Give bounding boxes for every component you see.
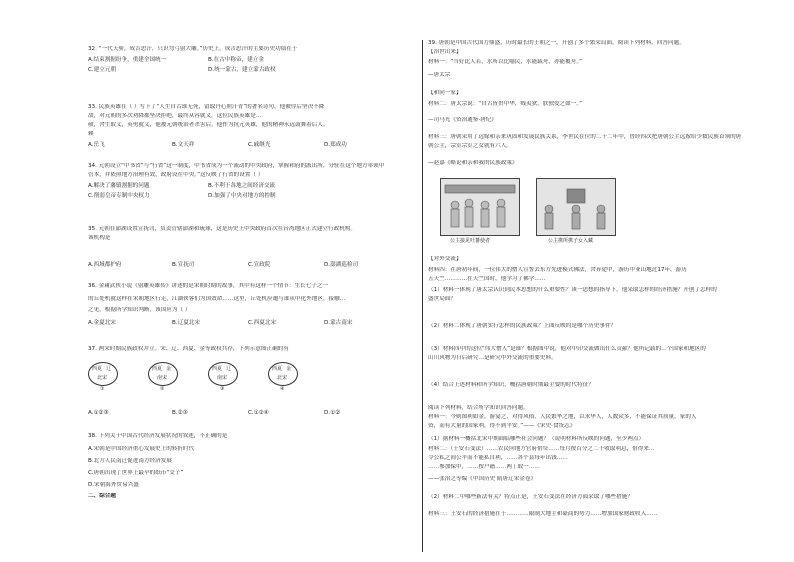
region-label: 北宋 bbox=[97, 375, 108, 381]
q37-option-c: C.①②④ bbox=[248, 410, 269, 416]
region-label: 南宋 bbox=[157, 375, 168, 381]
q36-line1: 36. 金庸武侠小说《射雕英雄传》讲述的是宋朝时期的故事，其中有这样一个情节：生长七子之一 bbox=[88, 283, 329, 289]
q33-line1: 33. 民族英雄在（ ）写下了“人生自古谁无死，留取丹心照汗青”的著名诗句，他被俘后坚决不降 bbox=[88, 104, 325, 110]
region-label: 辽 bbox=[106, 366, 112, 372]
region-label: 西夏 bbox=[272, 366, 283, 372]
q36-option-d: D.蒙古南宋 bbox=[324, 320, 353, 326]
column-divider bbox=[422, 40, 423, 552]
question-b2: （2）材料二中哪些新法有关？特点正是，王安石变法在经济方面采取了哪些措施？ bbox=[428, 494, 633, 500]
q37-option-b: B.②③ bbox=[172, 410, 188, 416]
question-b1: （1）据材料一概括北宋中期面临哪些社会问题？（说明材料所反映的问题，至少两点） bbox=[428, 436, 645, 442]
q34-option-b: B.不利于各地之间经济交流 bbox=[208, 183, 276, 189]
q37-stem: 37. 两宋时期民族政权并立。宋、辽、西夏、金等政权共存，下列示意图正确的有 bbox=[88, 346, 289, 352]
region-label: 北宋 bbox=[277, 375, 288, 381]
q34-line2: 管本，并依照地方治理有效，政府设在中央。”这反映了行省的设置（ ） bbox=[88, 172, 264, 178]
q35-option-d: D.澎湖巡检司 bbox=[324, 262, 359, 268]
map-circle-2 bbox=[148, 362, 178, 386]
caption-right: 公主携所携子女入藏 bbox=[548, 238, 594, 244]
region-label: 西夏 bbox=[92, 366, 103, 372]
material-1: 材料一：“当好比人若，水所以比喻民，水能载舟，亦能覆舟。” bbox=[428, 59, 583, 65]
caption-left: 公主接见吐蕃使者 bbox=[450, 238, 491, 244]
q35-option-c: C.宣政院 bbox=[248, 262, 271, 268]
region-label: 金 bbox=[166, 366, 172, 372]
q33-option-b: B.文天祥 bbox=[172, 142, 195, 148]
q36-line2: 的丘处机就这样在宋朝地区行走，江湖侠客们为国效命……这里，丘处机应邀与谁从中化外地区，接触… bbox=[88, 296, 346, 302]
material-7: 材料三：王安石的经济措施在于…………限制大地主和豪商的势力……增加国家财政收入…… bbox=[428, 511, 658, 517]
question-3: （3）材料四中的这位“伟大僧人”是谁？根据图中说，他对中印交流做出什么贡献？他所记载的…个国家和地区的 bbox=[428, 346, 706, 352]
q33-option-a: A.岳飞 bbox=[88, 142, 105, 148]
q34-option-a: A.解决了藩镇割据的问题 bbox=[88, 183, 150, 189]
circle-number: ① bbox=[100, 386, 105, 392]
q38-option-d: D.宋朝海外贸易兴盛 bbox=[88, 482, 139, 488]
q35-option-a: A.西域都护府 bbox=[88, 262, 122, 268]
subheading-2: 【和同一家】 bbox=[428, 90, 462, 96]
circle-number: ③ bbox=[220, 386, 225, 392]
question-2: （2）材料二体现了唐朝实行怎样的民族政策？上图反映的是哪个历史事件？ bbox=[428, 323, 617, 329]
subheading-3: 【对外交流】 bbox=[428, 256, 462, 262]
illustration-envoy bbox=[440, 178, 520, 236]
q34-option-c: C.削弱皇帝专制中央权力 bbox=[88, 193, 150, 199]
material-3-source: —赵嘉《略论和亲和我的民族政策》 bbox=[428, 160, 518, 166]
q37-option-a: A.①②③ bbox=[88, 410, 109, 416]
map-circle-1 bbox=[88, 362, 118, 386]
q38-option-a: A.宋朝是中国经济重心发展史上的转折时代 bbox=[88, 446, 195, 452]
q40-intro: 阅读下列材料，结合所学知识回答问题。 bbox=[428, 405, 529, 411]
q39-intro: 39. 唐朝是中国古代国力鼎盛，历时最长的王朝之一，开创了多个繁荣局面。阅读下列材料，回答问题。 bbox=[428, 40, 685, 46]
q35-line2: 该机构是 bbox=[88, 235, 111, 241]
map-circle-4 bbox=[268, 362, 298, 386]
circle-number: ④ bbox=[280, 386, 285, 392]
q33-line2: 敌，对元朝的多次劝降都坚决拒绝，最终从容就义。这位民族英雄是… bbox=[88, 113, 262, 119]
material-6-source: ——张治之等编《中国历史 隋唐辽宋金卷》 bbox=[428, 476, 537, 482]
q38-option-b: B.北方人民南迁促进南方经济发展 bbox=[88, 458, 172, 464]
q38-option-c: C.唐朝出现了世界上最早的纸币“交子” bbox=[88, 470, 184, 476]
material-6-line3: ……参加保甲，……按户籍……两丁取一…… bbox=[428, 464, 540, 470]
region-label: 西夏 bbox=[152, 366, 163, 372]
region-label: 西夏 bbox=[212, 366, 223, 372]
circle-number: ② bbox=[160, 386, 165, 392]
section-heading: 二、综合题 bbox=[88, 493, 116, 499]
region-label: 南宋 bbox=[217, 375, 228, 381]
material-3-line1: 材料三：唐朝采用了远嫁和亲来巩固和发展民族关系，李世民在位的二十二年中，曾经四次把唐朝公主远嫁给少数民族首领的唐 bbox=[428, 134, 742, 140]
material-6-line2: 令公私之间公平而不能私自利，……各个县每年出钱…… bbox=[428, 455, 568, 461]
material-3-line2: 朝公主，宗室宗室之女就有六人。 bbox=[428, 143, 512, 149]
region-label: 金 bbox=[286, 366, 292, 372]
q34-line1: 34. 元朝设立“中书省”与“行省”这一制度，中书省成为一个流动的中央政府，掌握和府的派出所，分驻在这个地方率领中 bbox=[88, 163, 385, 169]
q33-line4: 赖 bbox=[88, 131, 94, 137]
subheading-1: 【治世出来】 bbox=[428, 49, 462, 55]
question-1-cont: 盛世局面？ bbox=[428, 296, 456, 302]
material-6-line1: 材料二：（王安石变法）……农民向地方官府借贷……每月按百分之二十收取利息，借得来… bbox=[428, 446, 655, 452]
region-label: 辽 bbox=[226, 366, 232, 372]
q35-option-b: B.宣抚司 bbox=[172, 262, 195, 268]
map-circle-3 bbox=[208, 362, 238, 386]
q34-option-d: D.加强了中央对地方的控制 bbox=[208, 193, 276, 199]
q36-option-c: C.西夏北宋 bbox=[248, 320, 277, 326]
material-1-source: —唐太宗 bbox=[428, 72, 451, 78]
material-5-line1: 材料一：今则图利如金，游宴之，对得风俗，人民繁华之地，以求华人，人数众多，不能保证其质量，家的人 bbox=[428, 414, 697, 420]
q32-option-a: A.结束割据纷争，重建全国统一 bbox=[88, 57, 167, 63]
material-2: 材料二：唐太宗说：“自古皆贵中华，贱夷狄，朕独爱之如一。” bbox=[428, 101, 583, 107]
q37-option-d: D.①② bbox=[324, 410, 341, 416]
question-4: （4）结合上述材料和所学知识，概括唐朝时期最主要的时代特征？ bbox=[428, 382, 594, 388]
q32-option-d: D.统一蒙古，建立蒙古政权 bbox=[208, 67, 276, 73]
q32-stem: 32. “一代天骄，成吉思汗，只识弯弓射大雕。”历史上，成吉思汗的主要历史功绩在于 bbox=[88, 46, 298, 52]
material-5-line2: 资，而有大量的国家利，得不到平安。”——《宋史·食货志》 bbox=[428, 423, 576, 429]
question-3-cont: 山川风物为日后研究…是研究中外交流的重要史料。 bbox=[428, 355, 557, 361]
illustration-procession bbox=[536, 178, 616, 236]
q35-line1: 35. 元朝在澎湖设置宣抚司，负责管辖澎湖和琉球，这是历史上中央政府首次在台湾地区正式建立行政机构。 bbox=[88, 226, 356, 232]
q36-option-a: A.金夏北宋 bbox=[88, 320, 116, 326]
q33-option-d: D.郑成功 bbox=[324, 142, 347, 148]
q32-option-c: C.建立元朝 bbox=[88, 67, 117, 73]
q36-option-b: B.辽夏北宋 bbox=[172, 320, 200, 326]
material-4-line1: 材料四：在唐初年间，一位伟大的僧人宣誓去东方先进模式佛法，舍弃途中，游历中亚山地过17年，游历 bbox=[428, 267, 687, 273]
q33-line3: 敬，舍生取义，英勇就义，他被元朝统治者杀害后，他作为抗元英雄，他的精神永远鼓舞着后人。 bbox=[88, 122, 329, 128]
q32-option-b: B.在古中称帝，建立金 bbox=[208, 57, 264, 63]
q36-line3: 之见，根据所学知识判断，该国应为（ ） bbox=[88, 307, 191, 313]
question-1: （1）材料一体现了唐太宗认识到民本思想的什么重要性？该一思想的指导下，他采取怎样的经济措施？开创了怎样的 bbox=[428, 287, 717, 293]
q38-stem: 38. 下列关于中国古代经济发展状况的叙述，不正确的是 bbox=[88, 433, 228, 439]
material-4-line2: 五天竺…………在天竺国时，他学习了佛学…… bbox=[428, 276, 546, 282]
q33-option-c: C.戚继光 bbox=[248, 142, 271, 148]
material-2-source: —司马光《资治通鉴·唐纪》 bbox=[428, 117, 497, 123]
